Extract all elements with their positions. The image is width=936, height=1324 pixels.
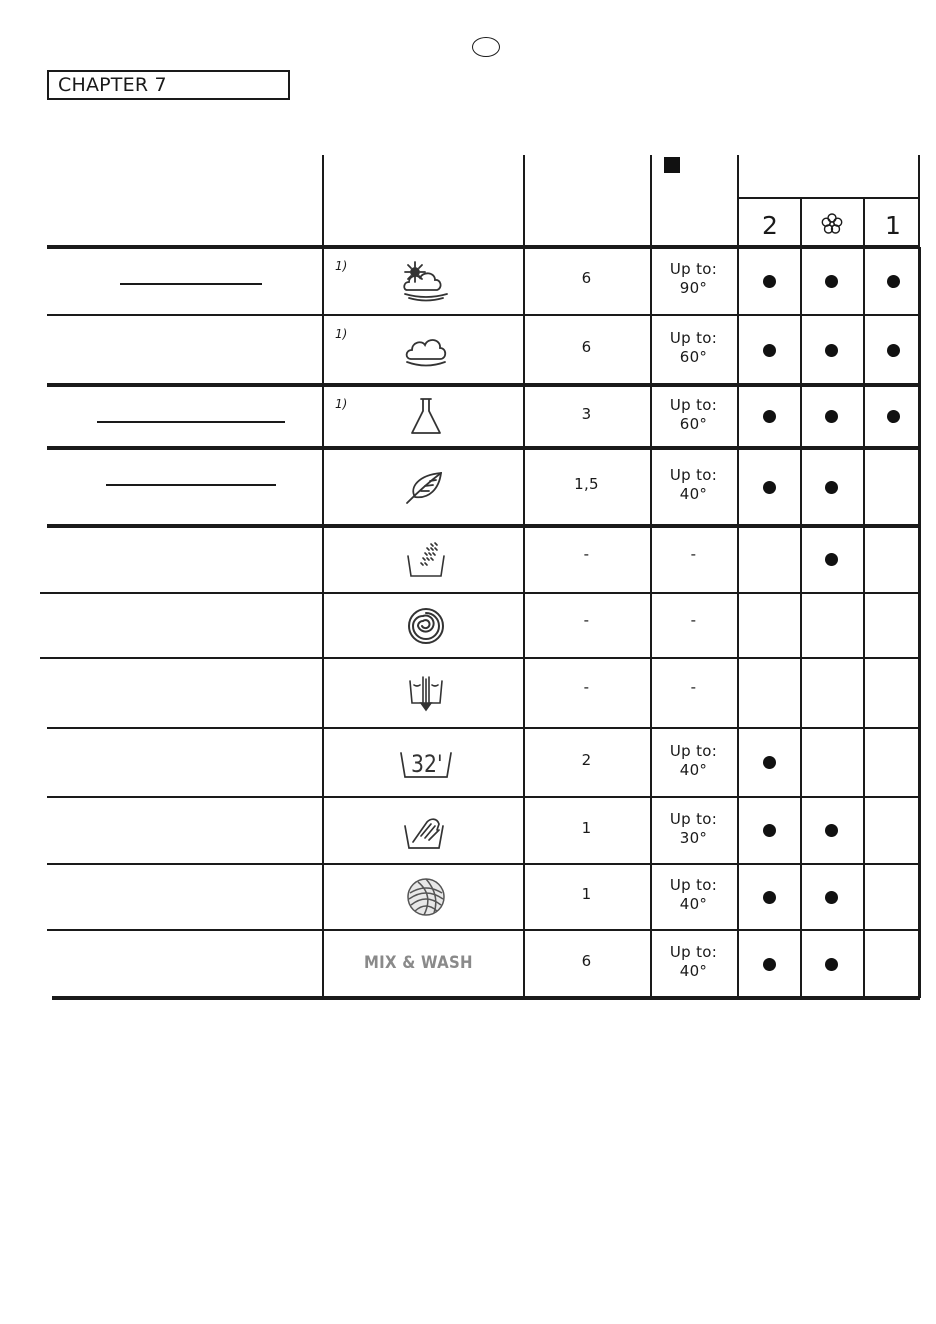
row-8-divider-c5	[863, 797, 865, 864]
row-3-divider-c5	[863, 448, 865, 526]
row-9-divider-c5	[863, 864, 865, 930]
row-9-divider-c3	[737, 864, 739, 930]
hand-wash-icon	[401, 810, 451, 852]
temperature-label: Up to:	[669, 809, 718, 828]
temperature-value: -	[690, 678, 697, 696]
program-name-underline-3	[106, 484, 276, 486]
load-value: 6	[581, 338, 592, 356]
load-value: 1	[581, 818, 592, 837]
header-divider-4	[737, 155, 739, 247]
temperature-label: Up to:	[669, 466, 718, 484]
load-value: -	[583, 610, 590, 629]
row-2-divider-c3	[737, 385, 739, 448]
temperature-header-square	[664, 157, 680, 173]
row-8-divider-c3	[737, 797, 739, 864]
option-dot	[825, 891, 838, 904]
subheader-rule	[737, 197, 920, 199]
option-dot	[825, 958, 838, 971]
option-dot	[825, 275, 838, 288]
row-3-divider-c4	[800, 448, 802, 526]
row-rule-5	[40, 592, 920, 594]
row-10-divider-c0	[322, 930, 324, 998]
row-rule-4	[47, 524, 920, 528]
row-7-divider-c3	[737, 728, 739, 797]
row-5-divider-c4	[800, 593, 802, 658]
subheader-divider-b	[863, 197, 865, 247]
subheader-divider-a	[800, 197, 802, 247]
option-dot	[887, 344, 900, 357]
row-10-divider-c5	[863, 930, 865, 998]
option-dot	[763, 824, 776, 837]
row-1-divider-c0	[322, 315, 324, 385]
option-dot	[825, 481, 838, 494]
row-0-divider-c0	[322, 247, 324, 315]
row-9-divider-c4	[800, 864, 802, 930]
header-divider-right	[918, 155, 920, 247]
row-0-divider-c4	[800, 247, 802, 315]
spin-icon	[406, 606, 446, 646]
temperature-label: Up to:	[669, 741, 718, 760]
row-0-divider-c3	[737, 247, 739, 315]
note-marker: 1)	[335, 397, 348, 411]
temperature-label: Up to:	[669, 395, 718, 414]
row-1-divider-c5	[863, 315, 865, 385]
row-4-divider-c5	[863, 526, 865, 593]
rapid-32-icon	[397, 743, 455, 783]
option-dot	[825, 553, 838, 566]
temperature-value: 40°	[679, 962, 708, 980]
option-dot	[825, 410, 838, 423]
temperature-label: Up to:	[669, 876, 718, 894]
row-6-divider-c3	[737, 658, 739, 728]
option-dot	[763, 756, 776, 769]
row-1-divider-c6	[918, 315, 921, 385]
spin-column-1-header: 1	[885, 211, 901, 240]
row-6-divider-c0	[322, 658, 324, 728]
row-rule-7	[47, 727, 920, 729]
cotton-prewash-icon	[399, 260, 453, 302]
row-9-divider-c6	[918, 864, 921, 930]
row-rule-3	[47, 446, 920, 450]
temperature-value: 40°	[679, 760, 708, 779]
option-dot	[763, 275, 776, 288]
program-name-underline-0	[120, 283, 262, 285]
option-dot	[825, 344, 838, 357]
row-8-divider-c0	[322, 797, 324, 864]
row-7-divider-c6	[918, 728, 921, 797]
row-4-divider-c0	[322, 526, 324, 593]
load-value: 3	[581, 404, 592, 423]
row-5-divider-c3	[737, 593, 739, 658]
rinse-icon	[403, 540, 449, 580]
row-rule-8	[47, 796, 920, 798]
row-6-divider-c6	[918, 658, 921, 728]
table-bottom-rule	[52, 996, 920, 1000]
row-5-divider-c0	[322, 593, 324, 658]
row-7-divider-c4	[800, 728, 802, 797]
chapter-title: CHAPTER 7	[47, 70, 290, 100]
option-dot	[763, 891, 776, 904]
row-rule-10	[47, 929, 920, 931]
row-2-divider-c5	[863, 385, 865, 448]
load-value: 1	[581, 885, 592, 903]
row-7-divider-c5	[863, 728, 865, 797]
load-value: 1,5	[574, 475, 599, 493]
header-divider-left	[322, 155, 324, 247]
temperature-value: 60°	[679, 414, 708, 433]
row-8-divider-c4	[800, 797, 802, 864]
option-dot	[763, 344, 776, 357]
note-marker: 1)	[335, 259, 348, 273]
wool-icon	[404, 875, 448, 919]
row-9-divider-c0	[322, 864, 324, 930]
option-dot	[763, 958, 776, 971]
row-2-divider-c4	[800, 385, 802, 448]
program-name-underline-2	[97, 421, 285, 423]
temperature-value: 40°	[679, 895, 708, 913]
row-4-divider-c4	[800, 526, 802, 593]
load-value: 2	[581, 750, 592, 769]
row-rule-0	[47, 245, 920, 249]
load-value: 6	[581, 952, 592, 970]
temperature-value: 60°	[679, 348, 708, 366]
flower-icon	[819, 211, 845, 237]
delicates-feather-icon	[401, 467, 451, 507]
row-5-divider-c6	[918, 593, 921, 658]
load-value: 6	[581, 269, 592, 287]
cotton-icon	[399, 329, 453, 371]
temperature-value: 30°	[679, 828, 708, 847]
load-value: -	[583, 544, 590, 563]
spin-column-2-header: 2	[762, 211, 778, 240]
row-0-divider-c5	[863, 247, 865, 315]
option-dot	[825, 824, 838, 837]
row-rule-2	[47, 383, 920, 387]
row-1-divider-c4	[800, 315, 802, 385]
header-divider-3	[650, 155, 652, 247]
svg-text:32': 32'	[411, 749, 443, 778]
row-rule-9	[47, 863, 920, 865]
row-10-divider-c3	[737, 930, 739, 998]
row-6-divider-c5	[863, 658, 865, 728]
row-10-divider-c4	[800, 930, 802, 998]
temperature-value: -	[690, 610, 697, 629]
row-10-divider-c6	[918, 930, 921, 998]
row-0-divider-c6	[918, 247, 921, 315]
row-2-divider-c6	[918, 385, 921, 448]
row-4-divider-c6	[918, 526, 921, 593]
row-2-divider-c0	[322, 385, 324, 448]
header-divider-2	[523, 155, 525, 247]
temperature-label: Up to:	[669, 943, 718, 961]
mix-wash-icon: MIX & WASH	[364, 953, 473, 973]
option-dot	[887, 410, 900, 423]
row-5-divider-c5	[863, 593, 865, 658]
temperature-value: 40°	[679, 485, 708, 503]
row-8-divider-c6	[918, 797, 921, 864]
drain-icon	[406, 673, 446, 713]
temperature-value: -	[690, 544, 697, 563]
temperature-label: Up to:	[669, 260, 718, 278]
temperature-value: 90°	[679, 279, 708, 297]
row-rule-6	[40, 657, 920, 659]
row-1-divider-c3	[737, 315, 739, 385]
option-dot	[763, 481, 776, 494]
note-marker: 1)	[335, 327, 348, 341]
row-rule-1	[47, 314, 920, 316]
option-dot	[887, 275, 900, 288]
temperature-label: Up to:	[669, 329, 718, 347]
row-3-divider-c0	[322, 448, 324, 526]
synthetics-flask-icon	[406, 395, 446, 439]
row-7-divider-c0	[322, 728, 324, 797]
row-3-divider-c3	[737, 448, 739, 526]
row-3-divider-c6	[918, 448, 921, 526]
option-dot	[763, 410, 776, 423]
row-6-divider-c4	[800, 658, 802, 728]
row-4-divider-c3	[737, 526, 739, 593]
load-value: -	[583, 678, 590, 696]
